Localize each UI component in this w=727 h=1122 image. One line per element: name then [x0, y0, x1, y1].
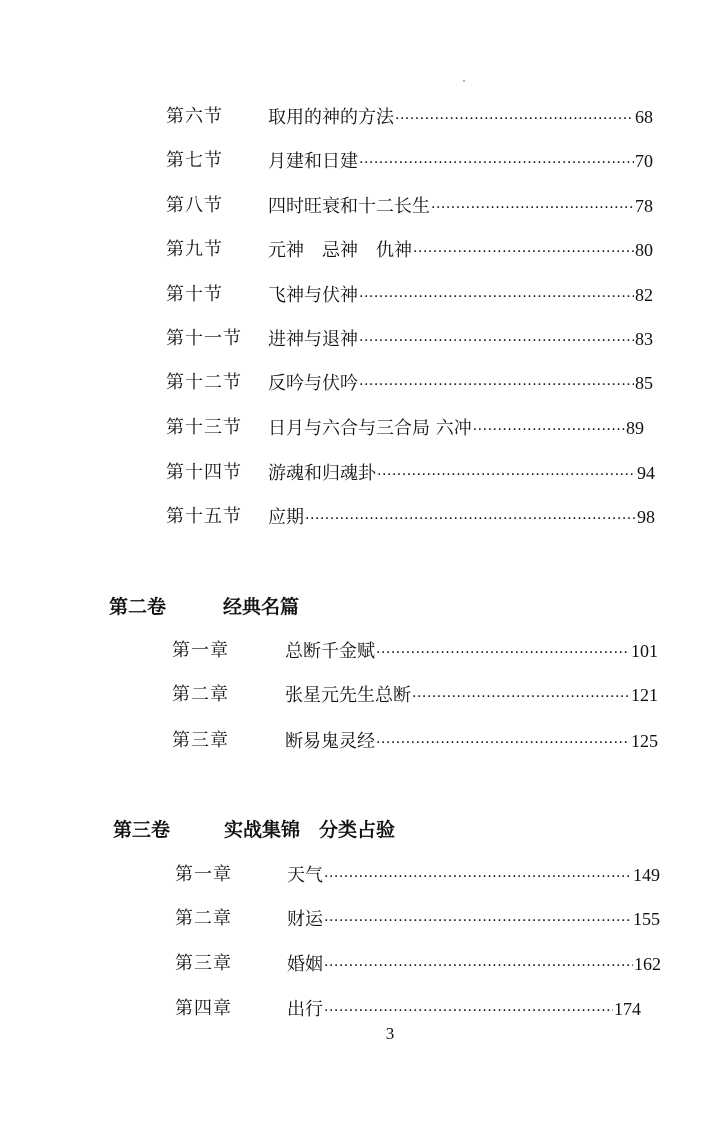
chapter-label: 第一章 [175, 864, 232, 885]
entry-line [285, 727, 658, 757]
entry-line [285, 637, 658, 667]
page-number: 3 [385, 1024, 395, 1043]
volume-label: 第二卷 [109, 596, 167, 618]
entry-line [268, 281, 653, 311]
chapter-label: 第二章 [175, 908, 232, 929]
entry-line [268, 414, 644, 444]
dot-leader [376, 729, 630, 757]
entry-title: 张星元先生总断 [285, 685, 411, 706]
section-label: 第九节 [166, 239, 223, 260]
toc-entry[interactable] [172, 681, 658, 709]
toc-entry[interactable] [166, 281, 653, 309]
page-ref: 121 [631, 685, 658, 705]
entry-line [287, 905, 660, 935]
entry-line [268, 192, 653, 222]
volume-title: 实战集锦 分类占验 [224, 819, 396, 841]
entry-line [268, 325, 653, 355]
entry-title: 天气 [287, 865, 323, 886]
section-label: 第六节 [166, 106, 223, 127]
toc-entry[interactable] [166, 192, 653, 220]
dot-leader [359, 149, 634, 177]
dot-leader [324, 863, 632, 891]
dot-leader [324, 907, 632, 935]
page-ref: 155 [633, 909, 660, 929]
entry-title: 飞神与伏神 [268, 285, 358, 306]
toc-entry[interactable] [175, 905, 660, 933]
entry-line [287, 995, 641, 1025]
volume-title: 经典名篇 [223, 596, 300, 618]
volume-label: 第三卷 [113, 819, 171, 841]
section-label: 第十一节 [166, 328, 242, 349]
entry-title: 反吟与伏吟 [268, 373, 358, 394]
dot-leader [395, 105, 634, 133]
dot-leader [376, 639, 630, 667]
entry-line [285, 681, 658, 711]
page-ref: 80 [635, 240, 653, 260]
page-ref: 83 [635, 329, 653, 349]
entry-title: 财运 [287, 909, 323, 930]
section-label: 第七节 [166, 150, 223, 171]
volume-heading[interactable] [113, 815, 443, 845]
dot-leader [431, 194, 634, 222]
toc-entry[interactable] [172, 727, 658, 755]
chapter-label: 第三章 [172, 730, 229, 751]
dot-leader [324, 997, 613, 1025]
entry-title: 取用的神的方法 [268, 107, 394, 128]
dot-leader [473, 416, 625, 444]
section-label: 第十节 [166, 284, 223, 305]
toc-entry[interactable] [166, 236, 653, 264]
entry-line [268, 236, 653, 266]
page-ref: 162 [634, 954, 661, 974]
section-label: 第十四节 [166, 462, 242, 483]
volume-heading[interactable] [109, 592, 409, 622]
toc-entry[interactable] [175, 861, 660, 889]
entry-title: 出行 [287, 999, 323, 1020]
entry-title: 断易鬼灵经 [285, 731, 375, 752]
dot-leader [324, 952, 633, 980]
entry-title: 婚姻 [287, 954, 323, 975]
entry-title: 游魂和归魂卦 [268, 463, 376, 484]
entry-title: 四时旺衰和十二长生 [268, 196, 430, 217]
dot-leader [413, 238, 634, 266]
entry-title: 日月与六合与三合局 六冲 [268, 418, 472, 439]
dot-leader [359, 371, 634, 399]
page-ref: 149 [633, 865, 660, 885]
entry-title: 月建和日建 [268, 151, 358, 172]
page-ref: 78 [635, 196, 653, 216]
page-ref: 125 [631, 731, 658, 751]
page-ref: 82 [635, 285, 653, 305]
page-ref: 85 [635, 373, 653, 393]
entry-title: 应期 [268, 507, 304, 528]
toc-entry[interactable] [166, 459, 655, 487]
chapter-label: 第四章 [175, 998, 232, 1019]
toc-entry[interactable] [175, 995, 641, 1023]
chapter-label: 第二章 [172, 684, 229, 705]
section-label: 第十二节 [166, 372, 242, 393]
dot-leader [377, 461, 636, 489]
dot-leader [359, 327, 634, 355]
toc-entry[interactable] [166, 503, 655, 531]
page-ref: 98 [637, 507, 655, 527]
page-ref: 101 [631, 641, 658, 661]
section-label: 第十三节 [166, 417, 242, 438]
page-ref: 94 [637, 463, 655, 483]
page-ref: 89 [626, 418, 644, 438]
toc-entry[interactable] [166, 147, 653, 175]
entry-line [287, 950, 661, 980]
scan-speck [463, 80, 465, 82]
entry-title: 总断千金赋 [285, 641, 375, 662]
dot-leader [412, 683, 630, 711]
toc-entry[interactable] [166, 369, 653, 397]
dot-leader [305, 505, 636, 533]
entry-line [287, 861, 660, 891]
page-ref: 174 [614, 999, 641, 1019]
entry-line [268, 503, 655, 533]
toc-entry[interactable] [166, 325, 653, 353]
entry-line [268, 459, 655, 489]
chapter-label: 第三章 [175, 953, 232, 974]
chapter-label: 第一章 [172, 640, 229, 661]
page-ref: 70 [635, 151, 653, 171]
entry-line [268, 103, 653, 133]
toc-entry[interactable] [175, 950, 661, 978]
entry-title: 元神 忌神 仇神 [268, 240, 412, 261]
toc-entry[interactable] [172, 637, 658, 665]
page-ref: 68 [635, 107, 653, 127]
entry-line [268, 147, 653, 177]
entry-line [268, 369, 653, 399]
toc-entry[interactable] [166, 103, 653, 131]
toc-entry[interactable] [166, 414, 644, 442]
dot-leader [359, 283, 634, 311]
section-label: 第八节 [166, 195, 223, 216]
section-label: 第十五节 [166, 506, 242, 527]
entry-title: 进神与退神 [268, 329, 358, 350]
